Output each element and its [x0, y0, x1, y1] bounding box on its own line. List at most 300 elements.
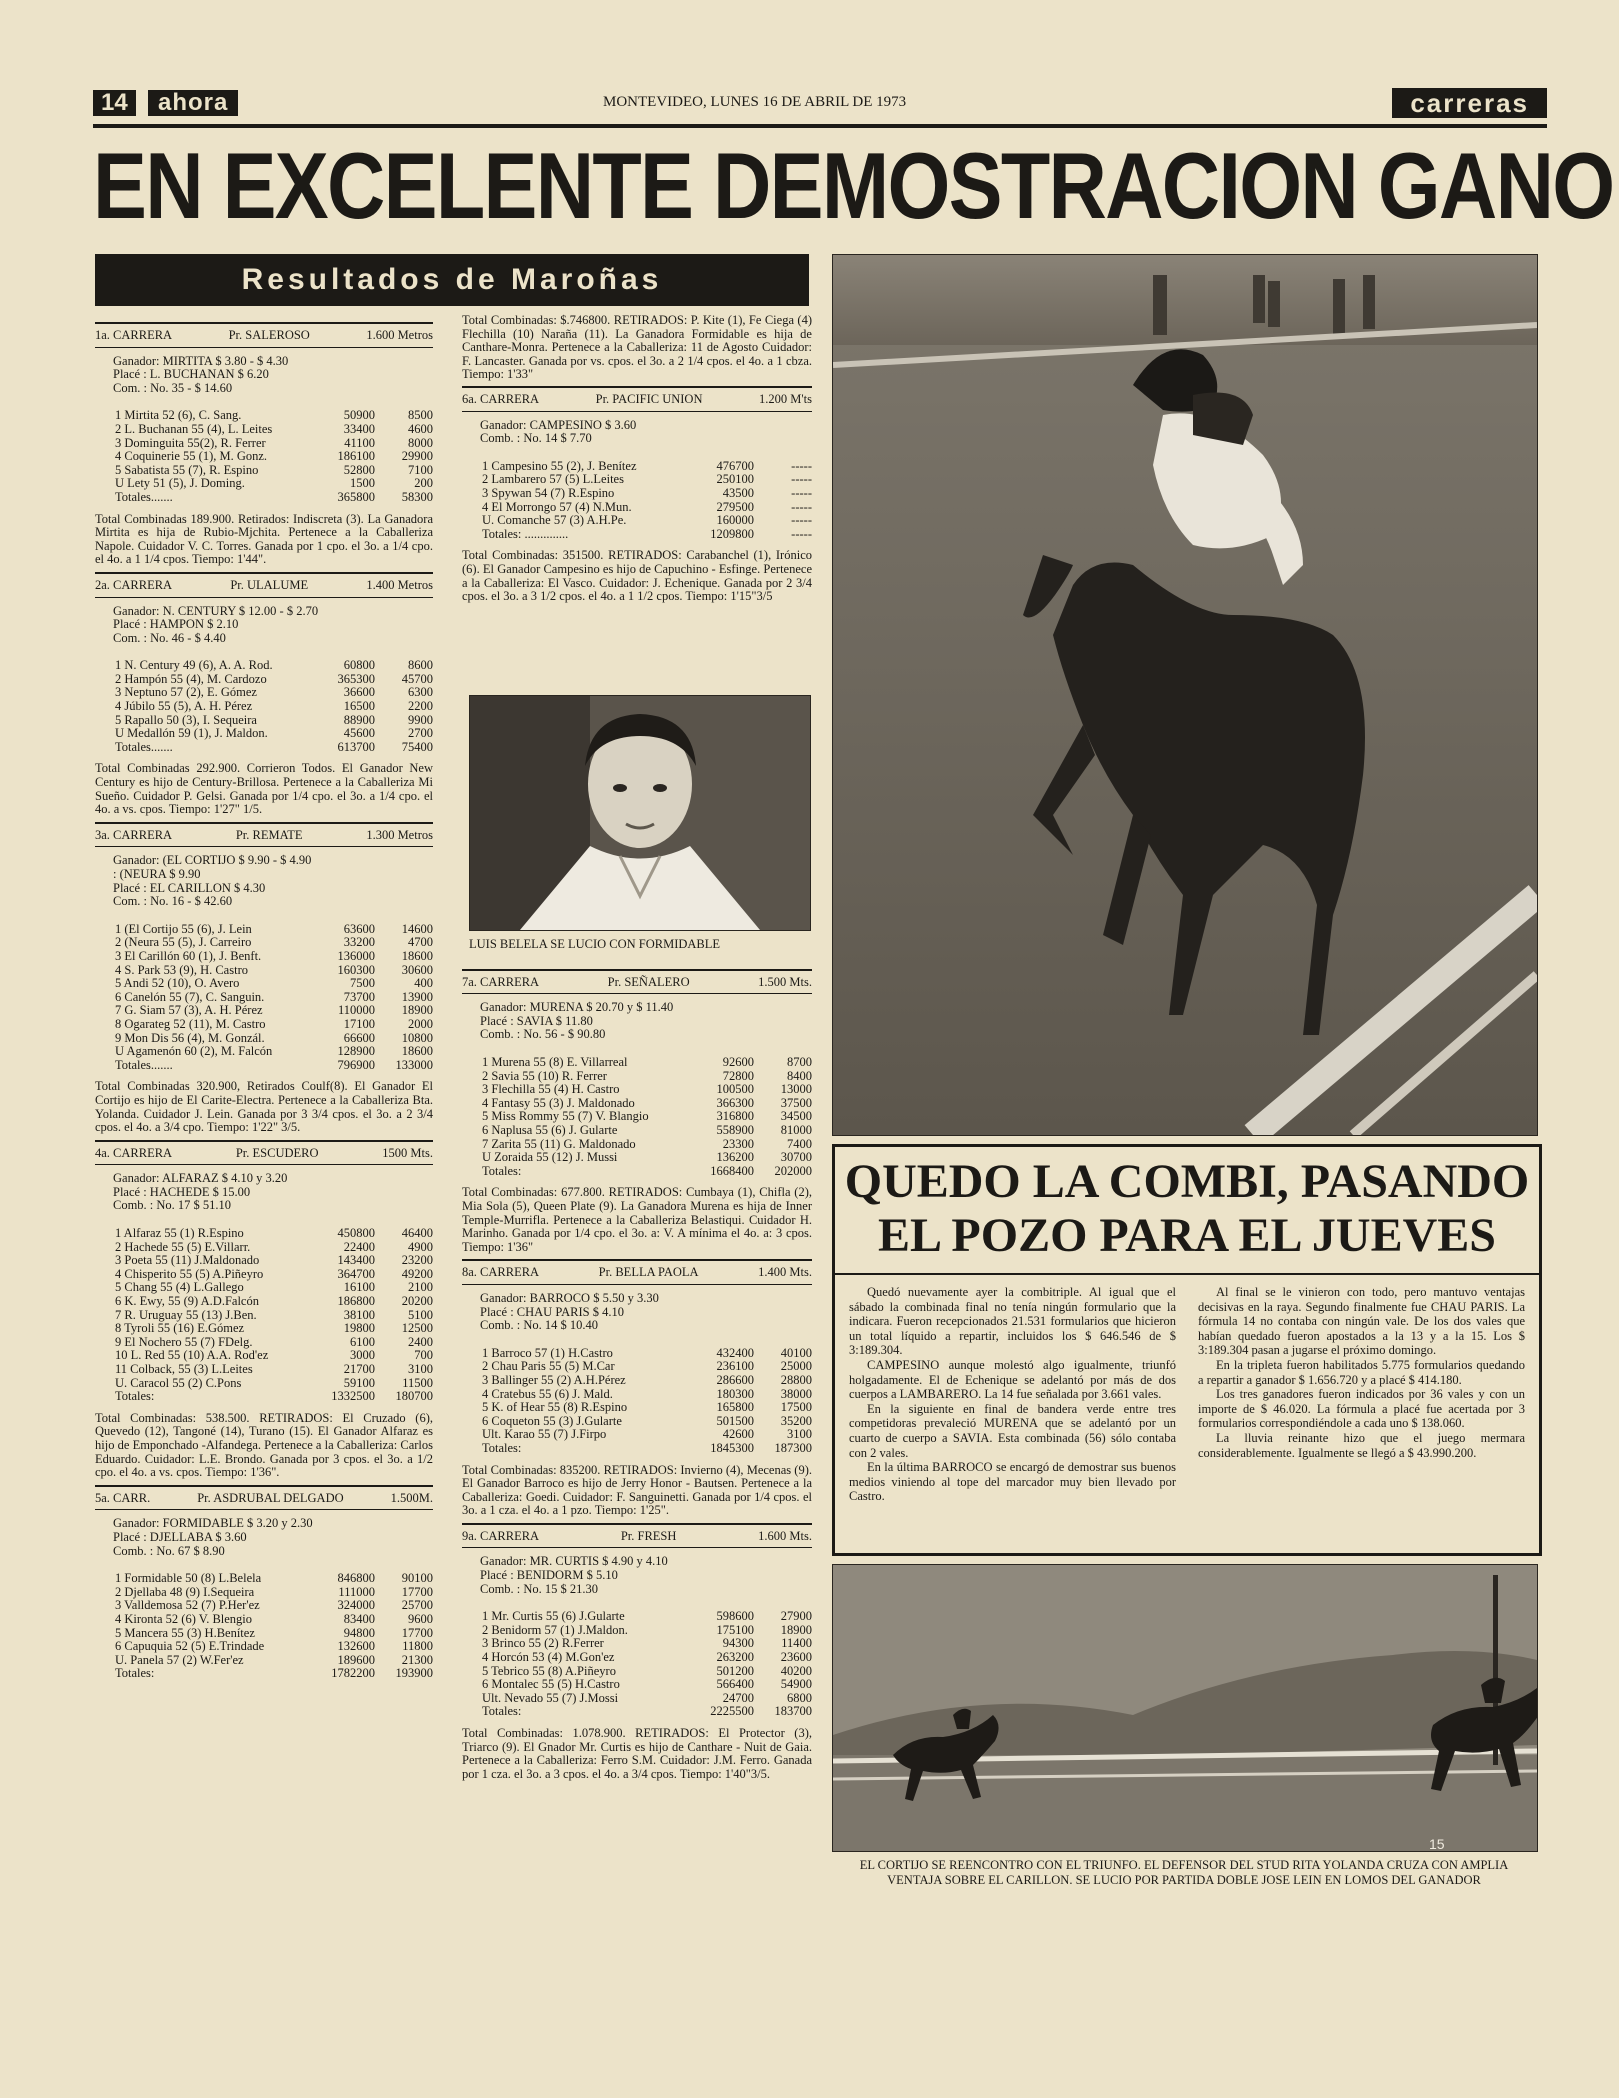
entry-amount: 316800: [716, 1109, 754, 1124]
entry-horse: 7 G. Siam 57 (3), A. H. Pérez: [115, 1003, 263, 1018]
horse-and-rider-drawing: [833, 255, 1537, 1135]
entry-amount: 33400: [343, 421, 375, 436]
race-header-field: 7a. CARRERA: [462, 974, 540, 989]
entry-horse: 2 L. Buchanan 55 (4), L. Leites: [115, 421, 273, 436]
entry-place: 7400: [787, 1136, 812, 1151]
race-header-field: 9a. CARRERA: [462, 1528, 540, 1543]
entry-amount: 73700: [343, 989, 375, 1004]
table-row: [95, 491, 433, 505]
results-banner: Resultados de Maroñas: [95, 254, 809, 306]
combi-paragraph: En la última BARROCO se encargó de demostrar sus buenos medios viniendo al tope del marcador muy bien llevado por Castro.: [849, 1460, 1176, 1504]
entry-place: 12500: [401, 1321, 433, 1336]
table-row: [95, 423, 433, 437]
entry-place: 9900: [408, 712, 433, 727]
entry-place: 81000: [780, 1123, 812, 1138]
payout-line: Ganador: FORMIDABLE $ 3.20 y 2.30: [113, 1516, 313, 1531]
entry-amount: 41100: [344, 435, 375, 450]
entry-amount: 83400: [343, 1611, 375, 1626]
entry-horse: 6 K. Ewy, 55 (9) A.D.Falcón: [115, 1294, 259, 1309]
entry-place: 49200: [401, 1266, 433, 1281]
table-row: [95, 1268, 433, 1282]
entry-horse: 2 Lambarero 57 (5) L.Leites: [482, 472, 624, 487]
entry-horse: 4 S. Park 53 (9), H. Castro: [115, 962, 248, 977]
entry-amount: 100500: [716, 1082, 754, 1097]
table-row: [95, 1667, 433, 1681]
combi-paragraph: Quedó nuevamente ayer la combitriple. Al igual que el sábado la combinada final no tenía ningún formulario que la indicara. Fueron recepcionados 21.531 formularios que hicieron un total líquido a repartir, incluidos los $ 646.546 de $ 3:189.304.: [849, 1285, 1176, 1358]
race-block: [462, 386, 812, 604]
table-row: [462, 1442, 812, 1456]
race-block: [95, 322, 433, 567]
table-row: [95, 714, 433, 728]
race-block: [462, 969, 812, 1255]
entry-place: 14600: [401, 921, 433, 936]
entry-place: 11800: [402, 1639, 433, 1654]
section-label: carreras: [1392, 88, 1547, 118]
payout-line: Placé : BENIDORM $ 5.10: [480, 1568, 618, 1583]
entry-horse: U. Comanche 57 (3) A.H.Pe.: [482, 513, 627, 528]
entry-amount: 366300: [716, 1095, 754, 1110]
entry-amount: 128900: [337, 1044, 375, 1059]
payout-line: Ganador: MURENA $ 20.70 y $ 11.40: [480, 1000, 674, 1015]
table-row: [462, 1401, 812, 1415]
entry-amount: 365300: [337, 671, 375, 686]
entry-place: 2000: [408, 1016, 433, 1031]
race-entries-table: [95, 1227, 433, 1404]
entry-place: 40200: [780, 1663, 812, 1678]
table-row: [95, 1295, 433, 1309]
entry-place: 183700: [774, 1704, 812, 1719]
entry-place: 20200: [401, 1294, 433, 1309]
entry-horse: 1 Mr. Curtis 55 (6) J.Gularte: [482, 1609, 625, 1624]
entry-horse: 4 Kironta 52 (6) V. Blengio: [115, 1611, 253, 1626]
entry-place: 5100: [408, 1307, 433, 1322]
entry-horse: 4 Coquinerie 55 (1), M. Gonz.: [115, 449, 268, 464]
entry-horse: 4 Cratebus 55 (6) J. Mald.: [482, 1386, 613, 1401]
entry-horse: 5 Miss Rommy 55 (7) V. Blangio: [482, 1109, 649, 1124]
race-block: [462, 1259, 812, 1518]
race-payouts: [95, 598, 433, 652]
table-row: [95, 1059, 433, 1073]
entry-place: 3100: [408, 1362, 433, 1376]
entry-amount: 286600: [716, 1372, 754, 1387]
table-row: [95, 673, 433, 687]
entry-amount: 180300: [716, 1386, 754, 1401]
entry-place: 7100: [408, 462, 433, 477]
race-entries-table: [95, 659, 433, 754]
race-notes: Total Combinadas 320.900, Retirados Coulf(8). El Ganador El Cortijo es hijo de El Carite-Electra. Pertenece a la Caballeriza Bta. Yolanda. Cuidador J. Lein. Ganada por 3 3/4 cpos. el 3o. a 2 3/4 cpos. el 4o. a 3/4 cpo. Tiempo: 1'22" 3/5.: [95, 1079, 433, 1135]
entry-horse: Totales:: [482, 1440, 522, 1455]
entry-horse: 1 (El Cortijo 55 (6), J. Lein: [115, 921, 252, 936]
payout-line: Comb. : No. 67 $ 8.90: [113, 1543, 225, 1558]
entry-amount: 2225500: [710, 1704, 754, 1719]
combi-article-box: [832, 1144, 1542, 1556]
entry-amount: 16500: [343, 699, 375, 714]
entry-amount: 846800: [337, 1571, 375, 1586]
entry-amount: 263200: [716, 1650, 754, 1665]
table-row: [95, 1241, 433, 1255]
entry-place: 700: [414, 1348, 433, 1363]
entry-horse: 3 Poeta 55 (11) J.Maldonado: [115, 1253, 260, 1268]
entry-amount: 45600: [343, 726, 375, 741]
table-row: [462, 1056, 812, 1070]
entry-place: 2100: [408, 1280, 433, 1295]
race-header-field: Pr. SEÑALERO: [607, 974, 690, 989]
entry-horse: 4 Fantasy 55 (3) J. Maldonado: [482, 1095, 635, 1110]
race-header-field: 2a. CARRERA: [95, 577, 173, 592]
entry-place: 11400: [781, 1636, 812, 1651]
table-row: [462, 1151, 812, 1165]
race-header-field: Pr. ESCUDERO: [235, 1145, 319, 1160]
payout-line: Ganador: MR. CURTIS $ 4.90 y 4.10: [480, 1554, 668, 1569]
combi-paragraph: Los tres ganadores fueron indicados por 36 vales y con un importe de $ 46.020. La fórmula a placé fue acertada por 3 formularios correspondiéndole a cada uno $ 138.060.: [1198, 1387, 1525, 1431]
payout-line: Com. : No. 16 - $ 42.60: [113, 894, 233, 909]
entry-horse: 5 Andi 52 (10), O. Avero: [115, 976, 240, 991]
entry-amount: 136200: [716, 1150, 754, 1165]
combi-headline-line-1: QUEDO LA COMBI, PASANDO: [844, 1155, 1530, 1208]
race-entries-table: [95, 923, 433, 1073]
race-block: [95, 822, 433, 1135]
table-row: [95, 1336, 433, 1350]
entry-amount: 1209800: [710, 526, 754, 541]
entry-horse: 2 (Neura 55 (5), J. Carreiro: [115, 935, 252, 950]
entry-horse: Totales.......: [115, 1057, 173, 1072]
table-row: [462, 460, 812, 474]
race-header-field: Pr. REMATE: [235, 827, 303, 842]
entry-place: 34500: [780, 1109, 812, 1124]
race-notes: Total Combinadas: 835200. RETIRADOS: Invierno (4), Mecenas (9). El Ganador Barroco es hijo de Jerry Honor - Bautsen. Pertenece a la Caballeriza: Goedi. Cuidador: F. Sanguinetti. Ganada por 1/4 cpos. el 3o. a 1 cza. el 4o. a 1 pzo. Tiempo: 1'25".: [462, 1462, 812, 1518]
entry-amount: 22400: [343, 1239, 375, 1254]
entry-amount: 17100: [343, 1016, 375, 1031]
jockey-caption: LUIS BELELA SE LUCIO CON FORMIDABLE: [469, 937, 721, 951]
table-row: [95, 437, 433, 451]
payout-line: Ganador: (EL CORTIJO $ 9.90 - $ 4.90: [113, 853, 312, 868]
race-entries-table: [462, 460, 812, 542]
entry-place: 6300: [408, 685, 433, 700]
entry-amount: 175100: [716, 1622, 754, 1637]
race-payouts: [462, 412, 812, 452]
entry-horse: 7 Zarita 55 (11) G. Maldonado: [482, 1136, 636, 1151]
race-header: [462, 386, 812, 412]
table-row: [95, 450, 433, 464]
finish-line-photo: [832, 1564, 1538, 1852]
payout-line: Com. : No. 35 - $ 14.60: [113, 380, 233, 395]
entry-place: 90100: [401, 1571, 433, 1586]
entry-horse: 1 Formidable 50 (8) L.Belela: [115, 1571, 262, 1586]
race-header-field: 8a. CARRERA: [462, 1265, 540, 1280]
race-notes: Total Combinadas: 351500. RETIRADOS: Carabanchel (1), Irónico (6). El Ganador Campesino es hijo de Capuchino - Esfinge. Pertenece a la Caballeriza: El Vasco. Cuidador: J. Echenique. Ganada por 2 3/4 cpos. el 3o. a 3 1/2 cpos. el 4o. a 1 1/2 cpos. Tiempo: 1'15"3/5: [462, 548, 812, 604]
table-row: [462, 514, 812, 528]
entry-place: 40100: [780, 1345, 812, 1360]
entry-horse: 2 Chau Paris 55 (5) M.Car: [482, 1359, 615, 1374]
entry-horse: 3 Flechilla 55 (4) H. Castro: [482, 1082, 620, 1097]
payout-line: Com. : No. 46 - $ 4.40: [113, 630, 226, 645]
payout-line: Placé : HAMPON $ 2.10: [113, 617, 239, 632]
race-header-field: 1.400 Mts.: [758, 1265, 812, 1280]
entry-horse: 1 Barroco 57 (1) H.Castro: [482, 1345, 613, 1360]
entry-amount: 72800: [722, 1068, 754, 1083]
entry-horse: 7 R. Uruguay 55 (13) J.Ben.: [115, 1307, 257, 1322]
entry-place: 11500: [402, 1375, 433, 1390]
table-row: [95, 977, 433, 991]
entry-place: 13900: [401, 989, 433, 1004]
main-headline: EN EXCELENTE DEMOSTRACION GANO: [93, 133, 1614, 238]
masthead: [93, 86, 1547, 126]
combi-column-left: [849, 1285, 1176, 1504]
entry-amount: 613700: [337, 739, 375, 754]
entry-horse: 5 Rapallo 50 (3), I. Sequeira: [115, 712, 257, 727]
race-header-field: 1.300 Metros: [366, 827, 433, 842]
entry-horse: 6 Capuquia 52 (5) E.Trindade: [115, 1639, 265, 1654]
entry-place: 13000: [780, 1082, 812, 1097]
race-block: [462, 1523, 812, 1782]
table-row: [462, 1165, 812, 1179]
entry-horse: 2 Hachede 55 (5) E.Villarr.: [115, 1239, 251, 1254]
jockey-photo: [469, 695, 811, 931]
table-row: [95, 477, 433, 491]
entry-place: 18900: [780, 1622, 812, 1637]
table-row: [95, 659, 433, 673]
table-row: [95, 1045, 433, 1059]
table-row: [95, 1377, 433, 1391]
combi-rule: [835, 1273, 1539, 1275]
combi-headline: [835, 1147, 1539, 1267]
race-header-field: Pr. SALEROSO: [228, 328, 310, 342]
entry-horse: 5 Tebrico 55 (8) A.Piñeyro: [482, 1663, 616, 1678]
entry-place: 4700: [408, 935, 433, 950]
payout-line: Placé : EL CARILLON $ 4.30: [113, 880, 266, 895]
entry-place: 18600: [401, 948, 433, 963]
race-header-field: Pr. ULALUME: [230, 577, 309, 592]
race-header: [95, 1485, 433, 1511]
entry-place: 10800: [401, 1030, 433, 1045]
entry-horse: 8 Tyroli 55 (16) E.Gómez: [115, 1321, 245, 1336]
entry-amount: 43500: [722, 485, 754, 500]
entry-horse: Totales:: [482, 1163, 522, 1178]
entry-amount: 110000: [337, 1003, 375, 1018]
entry-horse: 3 Brinco 55 (2) R.Ferrer: [482, 1636, 604, 1651]
entry-amount: 160000: [716, 513, 754, 528]
entry-horse: U Medallón 59 (1), J. Maldon.: [115, 726, 268, 741]
entry-amount: 66600: [343, 1030, 375, 1045]
entry-place: 25700: [401, 1598, 433, 1613]
entry-amount: 63600: [343, 921, 375, 936]
entry-horse: 1 Murena 55 (8) E. Villarreal: [482, 1055, 628, 1070]
finish-caption: EL CORTIJO SE REENCONTRO CON EL TRIUNFO. EL DEFENSOR DEL STUD RITA YOLANDA CRUZA CON AMPLIA VENTAJA SOBRE EL CARILLON. SE LUCIO POR PARTIDA DOBLE JOSE LEIN EN LOMOS DEL GANADOR: [859, 1858, 1509, 1887]
payout-line: : (NEURA $ 9.90: [113, 867, 201, 881]
race-finish-drawing: [833, 1565, 1537, 1851]
entry-place: 17700: [401, 1584, 433, 1599]
entry-place: 23600: [780, 1650, 812, 1665]
payout-line: Comb. : No. 14 $ 10.40: [480, 1318, 599, 1333]
entry-amount: 1332500: [331, 1389, 375, 1404]
entry-amount: 60800: [343, 658, 375, 673]
entry-horse: U. Panela 57 (2) W.Fer'ez: [115, 1652, 244, 1667]
race-entries-table: [95, 1572, 433, 1681]
entry-amount: 1782200: [331, 1666, 375, 1681]
table-row: [95, 409, 433, 423]
entry-place: -----: [791, 499, 812, 514]
entry-place: -----: [791, 513, 812, 528]
race-notes: Total Combinadas 292.900. Corrieron Todos. El Ganador New Century es hijo de Century-Brillosa. Pertenece a la Caballeriza Mi Sueño. Cuidador P. Gelsi. Ganada por 1/4 cpo. el 3o. a 1/4 cpo. el 4o. a vs. cpos. Tiempo: 1'27" 1/5.: [95, 761, 433, 817]
race-header-field: 5a. CARR.: [95, 1490, 151, 1505]
table-row: [462, 1374, 812, 1388]
entry-horse: U Agamenón 60 (2), M. Falcón: [115, 1044, 273, 1059]
payout-line: Placé : DJELLABA $ 3.60: [113, 1529, 247, 1544]
payout-line: Comb. : No. 15 $ 21.30: [480, 1581, 599, 1596]
entry-horse: 3 Ballinger 55 (2) A.H.Pérez: [482, 1372, 626, 1387]
entry-amount: 38100: [343, 1307, 375, 1322]
combi-column-right: [1198, 1285, 1525, 1504]
entry-amount: 501500: [716, 1413, 754, 1428]
table-row: [462, 1678, 812, 1692]
entry-horse: 3 Neptuno 57 (2), E. Gómez: [115, 685, 257, 700]
table-row: [95, 700, 433, 714]
entry-place: 8400: [787, 1068, 812, 1083]
entry-place: 58300: [401, 489, 433, 504]
entry-place: 46400: [401, 1226, 433, 1241]
entry-place: 30700: [780, 1150, 812, 1165]
table-row: [95, 741, 433, 755]
race-header-field: Pr. FRESH: [620, 1528, 677, 1543]
entry-amount: 450800: [337, 1226, 375, 1241]
race-payouts: [95, 1510, 433, 1564]
race-payouts: [95, 1165, 433, 1219]
table-row: [95, 991, 433, 1005]
entry-place: 17700: [401, 1625, 433, 1640]
race-header-field: 1a. CARRERA: [95, 328, 173, 342]
table-row: [462, 1347, 812, 1361]
entry-place: 8700: [787, 1055, 812, 1070]
entry-place: 27900: [780, 1609, 812, 1624]
entry-place: 75400: [401, 739, 433, 754]
table-row: [462, 1070, 812, 1084]
payout-line: Ganador: MIRTITA $ 3.80 - $ 4.30: [113, 353, 289, 368]
entry-horse: 3 El Carillón 60 (1), J. Benft.: [115, 948, 262, 963]
entry-horse: U Zoraida 55 (12) J. Mussi: [482, 1150, 618, 1165]
entry-place: 200: [414, 476, 433, 491]
payout-line: Ganador: BARROCO $ 5.50 y 3.30: [480, 1290, 659, 1305]
entry-horse: Totales.......: [115, 489, 173, 504]
table-row: [95, 1586, 433, 1600]
entry-horse: 6 Montalec 55 (5) H.Castro: [482, 1677, 620, 1692]
race-header-field: Pr. PACIFIC UNION: [595, 391, 703, 406]
race-header: [95, 572, 433, 598]
entry-place: 400: [414, 976, 433, 991]
entry-amount: 136000: [337, 948, 375, 963]
entry-place: 38000: [780, 1386, 812, 1401]
payout-line: Ganador: CAMPESINO $ 3.60: [480, 417, 637, 432]
entry-horse: 9 El Nochero 55 (7) FDelg.: [115, 1334, 253, 1349]
race-header: [95, 322, 433, 348]
race-entries-table: [462, 1347, 812, 1456]
table-row: [95, 686, 433, 700]
entry-amount: 501200: [716, 1663, 754, 1678]
entry-place: 18600: [401, 1044, 433, 1059]
table-row: [462, 1637, 812, 1651]
race-header: [462, 969, 812, 995]
table-row: [462, 1651, 812, 1665]
entry-place: 133000: [395, 1057, 433, 1072]
entry-amount: 23300: [722, 1136, 754, 1151]
payout-line: Comb. : No. 56 - $ 90.80: [480, 1027, 606, 1042]
entry-amount: 558900: [716, 1123, 754, 1138]
entry-place: 2400: [408, 1334, 433, 1349]
entry-place: -----: [791, 458, 812, 473]
entry-amount: 33200: [343, 935, 375, 950]
table-row: [95, 1363, 433, 1377]
entry-horse: U. Caracol 55 (2) C.Pons: [115, 1375, 242, 1390]
table-row: [95, 1390, 433, 1404]
entry-horse: 6 Naplusa 55 (6) J. Gularte: [482, 1123, 618, 1138]
table-row: [462, 1097, 812, 1111]
entry-amount: 365800: [337, 489, 375, 504]
entry-horse: 6 Coqueton 55 (3) J.Gularte: [482, 1413, 622, 1428]
entry-amount: 160300: [337, 962, 375, 977]
entry-amount: 92600: [722, 1055, 754, 1070]
entry-amount: 279500: [716, 499, 754, 514]
table-row: [462, 1428, 812, 1442]
entry-amount: 143400: [337, 1253, 375, 1268]
payout-line: Placé : SAVIA $ 11.80: [480, 1013, 593, 1028]
entry-amount: 236100: [716, 1359, 754, 1374]
race-payouts: [95, 348, 433, 402]
entry-amount: 476700: [716, 458, 754, 473]
entry-place: 202000: [774, 1163, 812, 1178]
entry-place: 29900: [401, 449, 433, 464]
entry-amount: 111000: [338, 1584, 375, 1599]
entry-horse: 4 Júbilo 55 (5), A. H. Pérez: [115, 699, 253, 714]
race-header-field: 1.600 Metros: [366, 328, 433, 342]
payout-line: Comb. : No. 17 $ 51.10: [113, 1198, 232, 1213]
entry-horse: 3 Dominguita 55(2), R. Ferrer: [115, 435, 266, 450]
entry-place: 3100: [787, 1427, 812, 1442]
entry-place: 21300: [401, 1652, 433, 1667]
entry-amount: 250100: [716, 472, 754, 487]
entry-place: 2700: [408, 726, 433, 741]
entry-horse: 10 L. Red 55 (10) A.A. Rod'ez: [115, 1348, 269, 1363]
race-header: [462, 1259, 812, 1285]
combi-body: [849, 1285, 1525, 1504]
table-row: [95, 1572, 433, 1586]
race-block: [95, 1140, 433, 1480]
entry-amount: 432400: [716, 1345, 754, 1360]
entry-amount: 186100: [337, 449, 375, 464]
table-row: [95, 1640, 433, 1654]
race-header-field: 1500 Mts.: [382, 1145, 433, 1160]
entry-horse: 1 Alfaraz 55 (1) R.Espino: [115, 1226, 244, 1241]
entry-horse: 1 Mirtita 52 (6), C. Sang.: [115, 408, 242, 423]
entry-amount: 19800: [343, 1321, 375, 1336]
race-header-field: Pr. BELLA PAOLA: [598, 1265, 699, 1280]
table-row: [462, 1083, 812, 1097]
race-payouts: [462, 994, 812, 1048]
entry-amount: 364700: [337, 1266, 375, 1281]
entry-amount: 324000: [337, 1598, 375, 1613]
table-row: [462, 1610, 812, 1624]
entry-amount: 88900: [343, 712, 375, 727]
table-row: [462, 501, 812, 515]
entry-horse: 2 Hampón 55 (4), M. Cardozo: [115, 671, 267, 686]
race-header: [95, 822, 433, 848]
table-row: [462, 473, 812, 487]
entry-amount: 1845300: [710, 1440, 754, 1455]
combi-paragraph: En la siguiente en final de bandera verde entre tres competidoras prevaleció MURENA que se adelantó por un cuarto de cuerpo a SAVIA. Esta combinada (56) sólo contaba con 2 vales.: [849, 1401, 1176, 1460]
entry-amount: 1500: [350, 476, 375, 491]
entry-amount: 566400: [716, 1677, 754, 1692]
race-entries-table: [462, 1610, 812, 1719]
table-row: [95, 1599, 433, 1613]
race-notes: Total Combinadas: 677.800. RETIRADOS: Cumbaya (1), Chifla (2), Mia Sola (5), Queen Plate (9). La Ganadora Murena es hija de Inner Temple-Murrifla. Pertenece a la Caballeriza Belastiqui. Cuidador H. Marinho. Ganada por 1/4 cpo. el 3o. a: V. A mínima el 4o. a: 3 cpos. Tiempo: 1'36": [462, 1185, 812, 1254]
